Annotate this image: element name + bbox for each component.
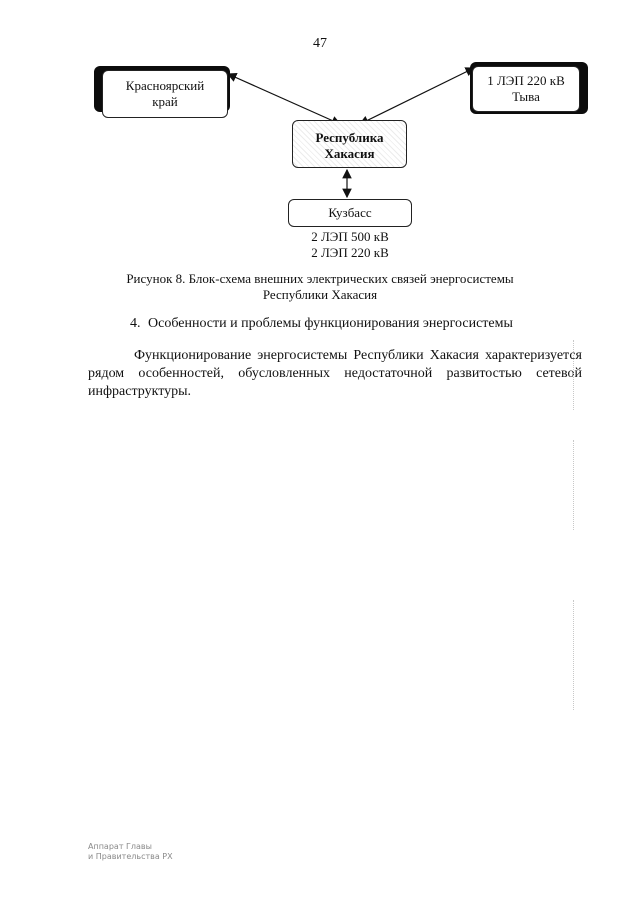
node-krasnoyarsk xyxy=(102,70,228,118)
archive-stamp-line2: и Правительства РХ xyxy=(88,852,173,861)
node-khakassia-line1: Республика xyxy=(315,130,384,145)
node-khakassia-line2: Хакасия xyxy=(324,146,375,161)
link-krasnoyarsk-khakassia xyxy=(228,74,340,124)
kuzbass-line-label-2: 2 ЛЭП 220 кВ xyxy=(311,245,389,260)
figure-caption xyxy=(90,271,550,303)
body-paragraph: Функционирование энергосистемы Республики Хакасия характеризуется рядом особенностей, обусловленных недостаточной развитостью сетевой инфраструктуры. xyxy=(88,348,582,399)
node-krasnoyarsk-line1: Красноярский xyxy=(125,78,205,93)
archive-stamp-line1: Аппарат Главы xyxy=(88,842,152,851)
node-kuzbass: Кузбасс xyxy=(288,199,412,227)
section-title: Особенности и проблемы функционирования энергосистемы xyxy=(148,316,513,331)
scan-edge-mark xyxy=(573,600,574,710)
node-krasnoyarsk-line2: край xyxy=(152,94,178,109)
section-number: 4. xyxy=(130,316,141,331)
node-khakassia xyxy=(292,120,407,168)
scan-edge-mark xyxy=(573,340,574,410)
kuzbass-line-labels xyxy=(270,229,430,261)
figure-caption-line2: Республики Хакасия xyxy=(262,287,378,302)
block-diagram xyxy=(0,0,640,270)
node-tyva-line2: Тыва xyxy=(512,89,540,104)
section-heading xyxy=(130,316,588,332)
link-tyva-khakassia xyxy=(360,68,474,124)
node-tyva xyxy=(472,66,580,112)
node-tyva-line1: 1 ЛЭП 220 кВ xyxy=(487,73,565,88)
scan-edge-mark xyxy=(573,440,574,530)
archive-stamp xyxy=(88,842,173,862)
figure-caption-line1: Рисунок 8. Блок-схема внешних электрических связей энергосистемы xyxy=(126,271,514,286)
page-number: 47 xyxy=(313,36,327,51)
kuzbass-line-label-1: 2 ЛЭП 500 кВ xyxy=(311,229,389,244)
